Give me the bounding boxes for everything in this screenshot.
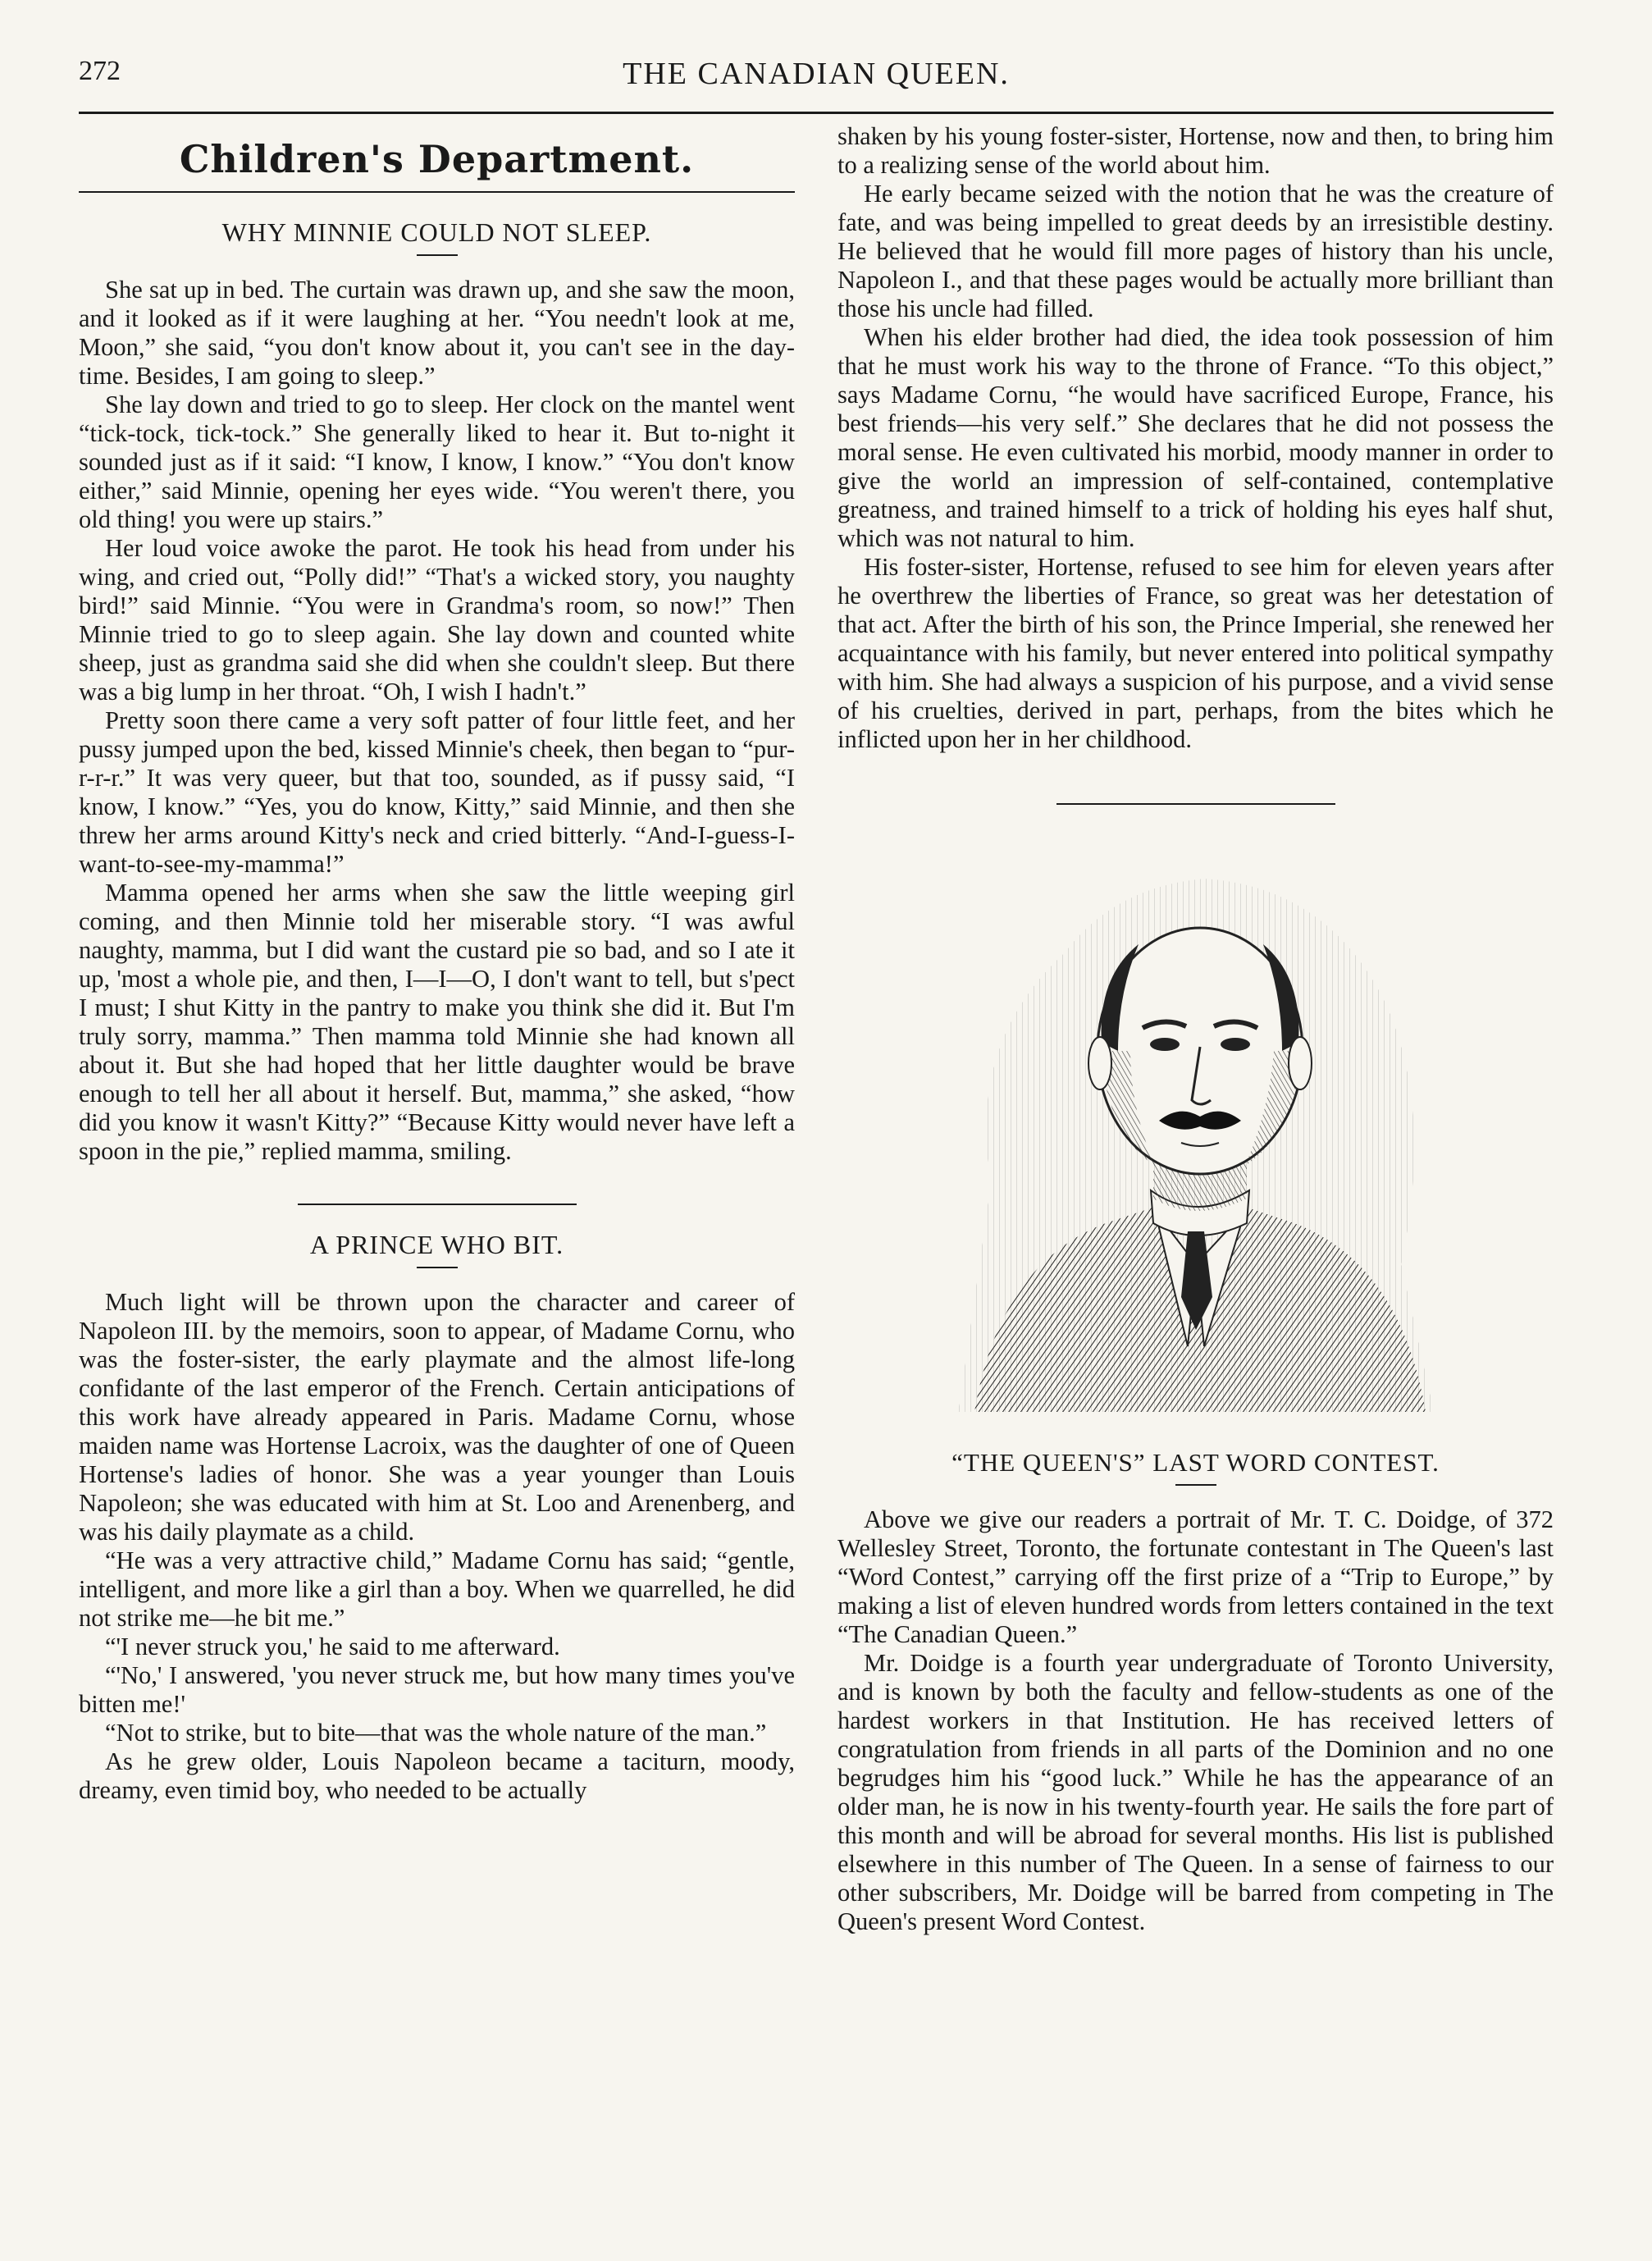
paragraph: Pretty soon there came a very soft patter of four little feet, and her pussy jumped upon the bed, kissed Minnie's cheek, then began to “pur-r-r-r.” It was very queer, but that too, sounded, as if pussy said, “I know, I know.” “Yes, you do know, Kitty,” said Minnie, and then she threw her arms around Kitty's neck and cried bitterly. “And-I-guess-I-want-to-see-my-mamma!” — [79, 706, 795, 878]
left-column — [79, 122, 795, 1936]
paragraph: Much light will be thrown upon the character and career of Napoleon III. by the memoirs, soon to appear, of Madame Cornu, who was the foster-sister, the early playmate and the almost life-long confidante of the last emperor of the French. Certain anticipations of this work have already appeared in Paris. Madame Cornu, whose maiden name was Hortense Lacroix, was the daughter of one of Queen Hortense's ladies of honor. She was a year younger than Louis Napoleon; she was educated with him at St. Loo and Arenenberg, and was his daily playmate as a child. — [79, 1288, 795, 1546]
portrait-engraving — [837, 838, 1554, 1428]
department-rule — [79, 191, 795, 193]
paragraph: His foster-sister, Hortense, refused to see him for eleven years after he overthrew the liberties of France, so great was her detestation of that act. After the birth of his son, the Prince Imperial, she renewed her acquaintance with his family, but never entered into political sympathy with him. She had always a suspicion of his purpose, and a vivid sense of his cruelties, derived in part, perhaps, from the bites which he inflicted upon her in her childhood. — [837, 553, 1554, 753]
story-title-contest: “THE QUEEN'S” LAST WORD CONTEST. — [951, 1448, 1440, 1477]
title-dash — [417, 1267, 458, 1268]
paragraph: When his elder brother had died, the idea took possession of him that he must work his way to the throne of France. “To this object,” says Madame Cornu, “he would have sacrificed Europe, France, his best friends—his very self.” She declares that he did not possess the moral sense. He even cultivated his morbid, moody manner in order to give the world an impression of self-contained, contemplative greatness, and trained himself to a trick of holding his eyes half shut, which was not natural to him. — [837, 323, 1554, 552]
portrait-illustration — [942, 838, 1450, 1428]
title-dash — [417, 254, 458, 256]
header-rule — [79, 112, 1554, 114]
right-column — [837, 122, 1554, 1936]
paragraph: “He was a very attractive child,” Madame Cornu has said; “gentle, intelligent, and more like a girl than a boy. When we quarrelled, he did not strike me—he bit me.” — [79, 1546, 795, 1632]
department-heading: Children's Department. — [179, 137, 695, 181]
paragraph: “Not to strike, but to bite—that was the whole nature of the man.” — [105, 1719, 767, 1747]
story-title-minnie: WHY MINNIE COULD NOT SLEEP. — [221, 217, 652, 247]
paragraph: She lay down and tried to go to sleep. Her clock on the mantel went “tick-tock, tick-tock.” She generally liked to hear it. But to-night it sounded just as if it said: “I know, I know, I know.” “You don't know either,” said Minnie, opening her eyes wide. “You weren't there, you old thing! you were up stairs.” — [79, 391, 795, 533]
section-separator — [1056, 803, 1335, 805]
paragraph: shaken by his young foster-sister, Hortense, now and then, to bring him to a realizing sense of the world about him. — [837, 122, 1554, 179]
story-title-prince: A PRINCE WHO BIT. — [309, 1230, 564, 1259]
publication-title: THE CANADIAN QUEEN. — [623, 57, 1010, 91]
paragraph: Mamma opened her arms when she saw the little weeping girl coming, and then Minnie told her miserable story. “I was awful naughty, mamma, but I did want the custard pie so bad, and so I ate it up, 'most a whole pie, and then, I—I—O, I don't want to tell, but s'pect I must; I shut Kitty in the pantry to make you think she did it. But I'm truly sorry, mamma.” Then mamma told Minnie she had known all about it. But she had hoped that her little daughter would be brave enough to tell her all about it herself. But, mamma,” she asked, “how did you know it wasn't Kitty?” “Because Kitty would never have left a spoon in the pie,” replied mamma, smiling. — [79, 879, 795, 1165]
title-dash — [1175, 1484, 1216, 1486]
paragraph: Above we give our readers a portrait of Mr. T. C. Doidge, of 372 Wellesley Street, Toronto, the fortunate contestant in The Queen's last “Word Contest,” carrying off the first prize of a “Trip to Europe,” by making a list of eleven hundred words from letters contained in the text “The Canadian Queen.” — [837, 1505, 1554, 1648]
paragraph: She sat up in bed. The curtain was drawn up, and she saw the moon, and it looked as if it were laughing at her. “You needn't look at me, Moon,” she said, “you don't know about it, you can't see in the day-time. Besides, I am going to sleep.” — [79, 276, 795, 390]
paragraph: He early became seized with the notion that he was the creature of fate, and was being impelled to great deeds by an irresistible destiny. He believed that he would fill more pages of history than his uncle, Napoleon I., and that these pages would be actually more brilliant than those his uncle had filled. — [837, 180, 1554, 322]
paragraph: Mr. Doidge is a fourth year undergraduate of Toronto University, and is known by both the faculty and fellow-students as one of the hardest workers in that Institution. He has received letters of congratulation from friends in all parts of the Dominion and no one begrudges him his “good luck.” While he has the appearance of an older man, he is now in his twenty-fourth year. He sails the fore part of this month and will be abroad for several months. His list is published elsewhere in this number of The Queen. In a sense of fairness to our other subscribers, Mr. Doidge will be barred from competing in The Queen's present Word Contest. — [837, 1649, 1554, 1935]
running-head — [79, 49, 1554, 107]
page-number: 272 — [79, 56, 121, 86]
paragraph: As he grew older, Louis Napoleon became a taciturn, moody, dreamy, even timid boy, who needed to be actually — [79, 1747, 795, 1804]
paragraph: Her loud voice awoke the parot. He took his head from under his wing, and cried out, “Polly did!” “That's a wicked story, you naughty bird!” said Minnie. “You were in Grandma's room, so now!” Then Minnie tried to go to sleep again. She lay down and counted white sheep, just as grandma said she did when she couldn't sleep. But there was a big lump in her throat. “Oh, I wish I hadn't.” — [79, 534, 795, 706]
paragraph: “'I never struck you,' he said to me afterward. — [105, 1633, 560, 1660]
section-separator — [298, 1204, 577, 1205]
paragraph: “'No,' I answered, 'you never struck me, but how many times you've bitten me!' — [79, 1661, 795, 1718]
